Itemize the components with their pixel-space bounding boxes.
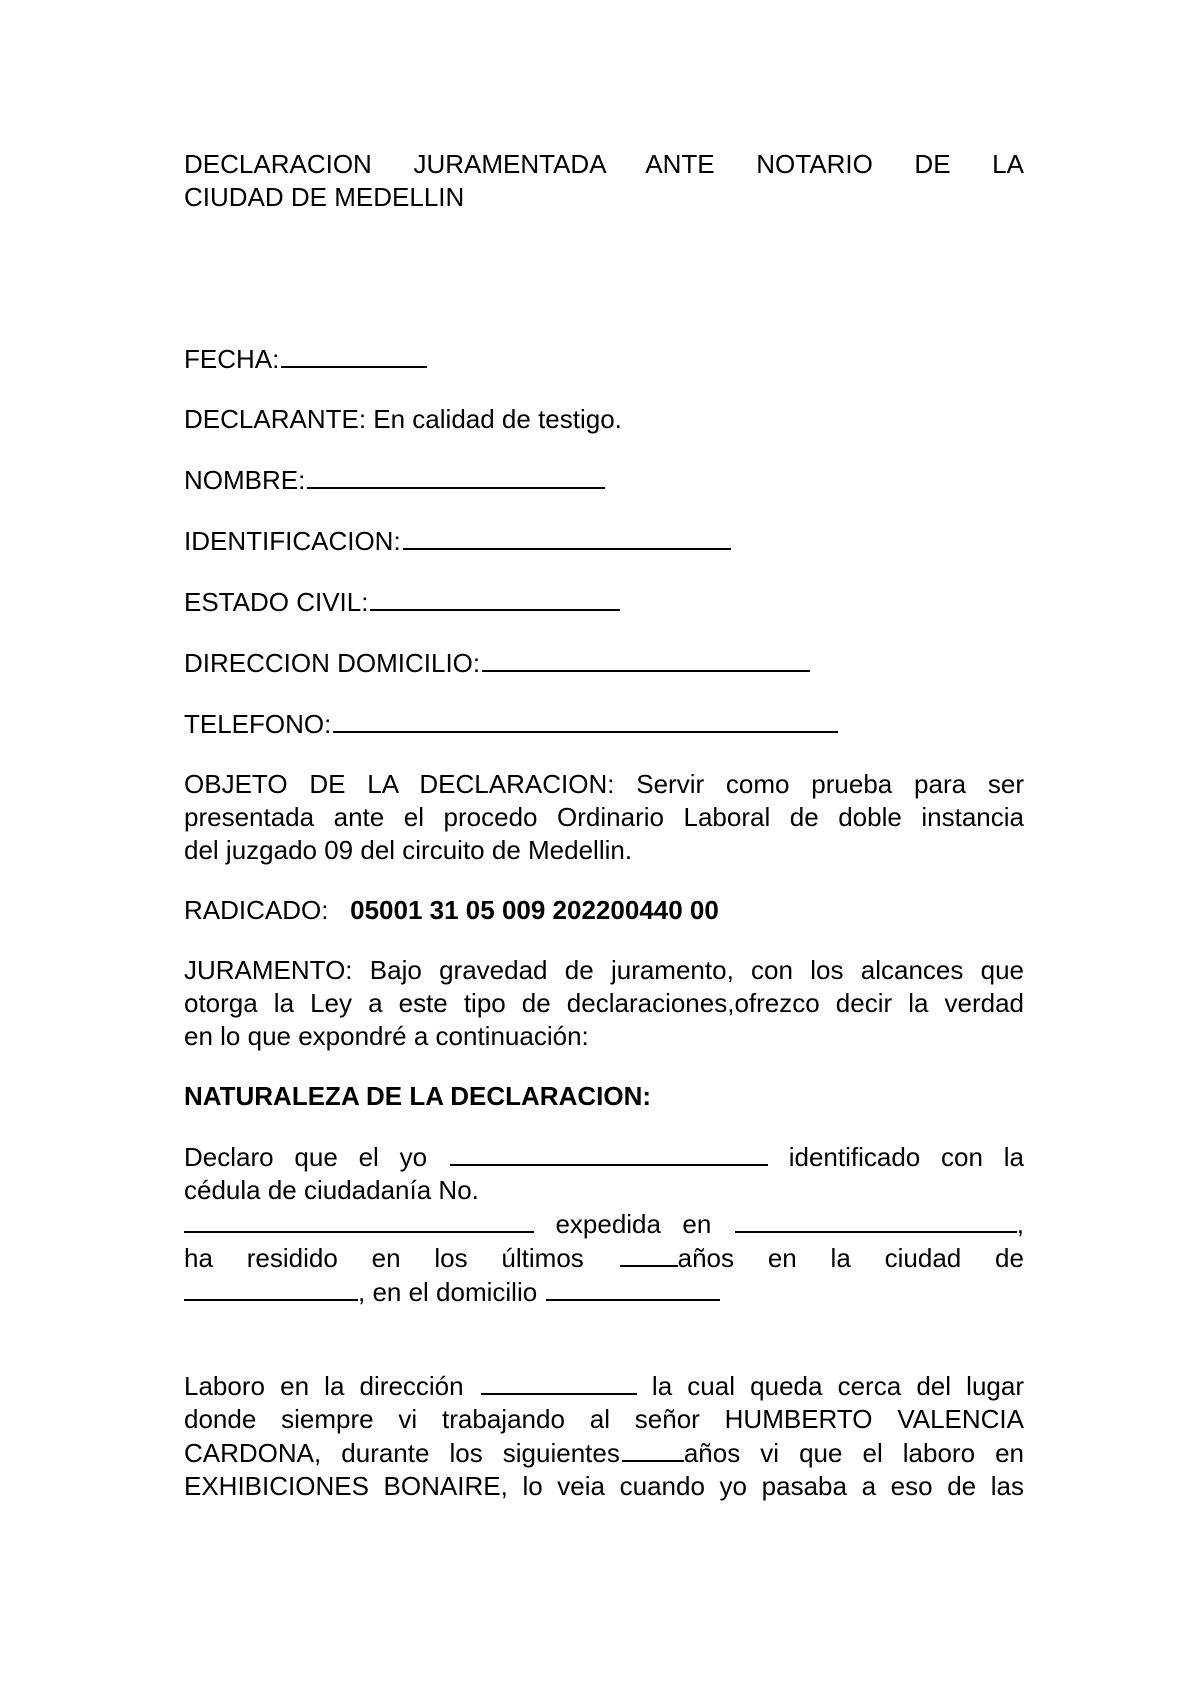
declarante-value: En calidad de testigo. [373, 404, 622, 434]
declaro-text-5: ha residido en los últimos [184, 1243, 584, 1273]
declaro-paragraph [184, 1140, 1024, 1309]
declaro-text-3: expedida en [555, 1209, 712, 1239]
nombre-label: NOMBRE: [184, 465, 306, 495]
objeto-line-1: OBJETO DE LA DECLARACION: Servir como prueba para ser [184, 769, 1024, 799]
declarante-name-blank [450, 1140, 768, 1166]
declaro-text-1: Declaro que el yo [184, 1142, 428, 1172]
title-line-1: DECLARACION JURAMENTADA ANTE NOTARIO DE LA [184, 149, 1024, 179]
declarante-label: DECLARANTE: [184, 404, 367, 434]
anos-residencia-blank [620, 1241, 678, 1267]
estado-civil-label: ESTADO CIVIL: [184, 587, 369, 617]
direccion-label: DIRECCION DOMICILIO: [184, 648, 481, 678]
fecha-field [184, 342, 1024, 376]
declaro-line-2: cédula de ciudadanía No. [184, 1175, 479, 1205]
declaro-line-3 [184, 1207, 1024, 1241]
domicilio-blank [546, 1275, 720, 1301]
direccion-blank [482, 646, 810, 672]
document-body [184, 148, 1024, 1503]
declaro-text-4: , [1016, 1209, 1024, 1239]
laboro-line-4: EXHIBICIONES BONAIRE, lo veia cuando yo pasaba a eso de las [184, 1471, 1024, 1501]
title-line-2: CIUDAD DE MEDELLIN [184, 182, 465, 212]
declaro-line-5 [184, 1275, 1024, 1309]
laboro-line-3 [184, 1436, 1024, 1470]
telefono-blank [333, 707, 838, 733]
juramento-line-3: en lo que expondré a continuación: [184, 1021, 589, 1051]
nombre-blank [307, 463, 605, 489]
declaro-text-2: identificado con la [788, 1142, 1024, 1172]
laboro-text-1: Laboro en la dirección [184, 1371, 464, 1401]
naturaleza-heading: NATURALEZA DE LA DECLARACION: [184, 1081, 651, 1111]
laboro-paragraph [184, 1369, 1024, 1503]
ciudad-blank [184, 1275, 358, 1301]
juramento-line-1: JURAMENTO: Bajo gravedad de juramento, con los alcances que [184, 955, 1024, 985]
identificacion-label: IDENTIFICACION: [184, 526, 401, 556]
objeto-paragraph [184, 768, 1024, 867]
cedula-blank [184, 1207, 534, 1233]
laboro-text-4: años vi que el laboro en [683, 1438, 1024, 1468]
identificacion-blank [403, 524, 731, 550]
fecha-blank [281, 342, 427, 368]
objeto-line-3: del juzgado 09 del circuito de Medellin. [184, 835, 633, 865]
declarante-field [184, 403, 1024, 436]
declaro-line-1 [184, 1140, 1024, 1174]
fecha-label: FECHA: [184, 344, 280, 374]
laboro-text-3: CARDONA, durante los siguientes [184, 1438, 620, 1468]
objeto-line-2: presentada ante el procedo Ordinario Laboral de doble instancia [184, 802, 1024, 832]
expedida-blank [735, 1207, 1017, 1233]
laboro-line-1 [184, 1369, 1024, 1403]
direccion-field [184, 646, 1024, 680]
declaro-text-6: años en la ciudad de [677, 1243, 1024, 1273]
anos-trabajo-blank [622, 1436, 684, 1462]
estado-civil-blank [370, 585, 620, 611]
nombre-field [184, 463, 1024, 497]
laboro-text-2: la cual queda cerca del lugar [651, 1371, 1024, 1401]
telefono-field [184, 707, 1024, 741]
radicado-value: 05001 31 05 009 202200440 00 [350, 895, 719, 925]
declaro-text-7: , en el domicilio [358, 1277, 538, 1307]
declaro-line-4 [184, 1241, 1024, 1275]
laboro-line-2: donde siempre vi trabajando al señor HUMBERTO VALENCIA [184, 1404, 1024, 1434]
radicado-label: RADICADO: [184, 895, 329, 925]
juramento-line-2: otorga la Ley a este tipo de declaraciones,ofrezco decir la verdad [184, 988, 1024, 1018]
direccion-trabajo-blank [481, 1369, 637, 1395]
juramento-paragraph [184, 954, 1024, 1053]
radicado-field [184, 894, 1024, 927]
estado-civil-field [184, 585, 1024, 619]
identificacion-field [184, 524, 1024, 558]
telefono-label: TELEFONO: [184, 709, 332, 739]
